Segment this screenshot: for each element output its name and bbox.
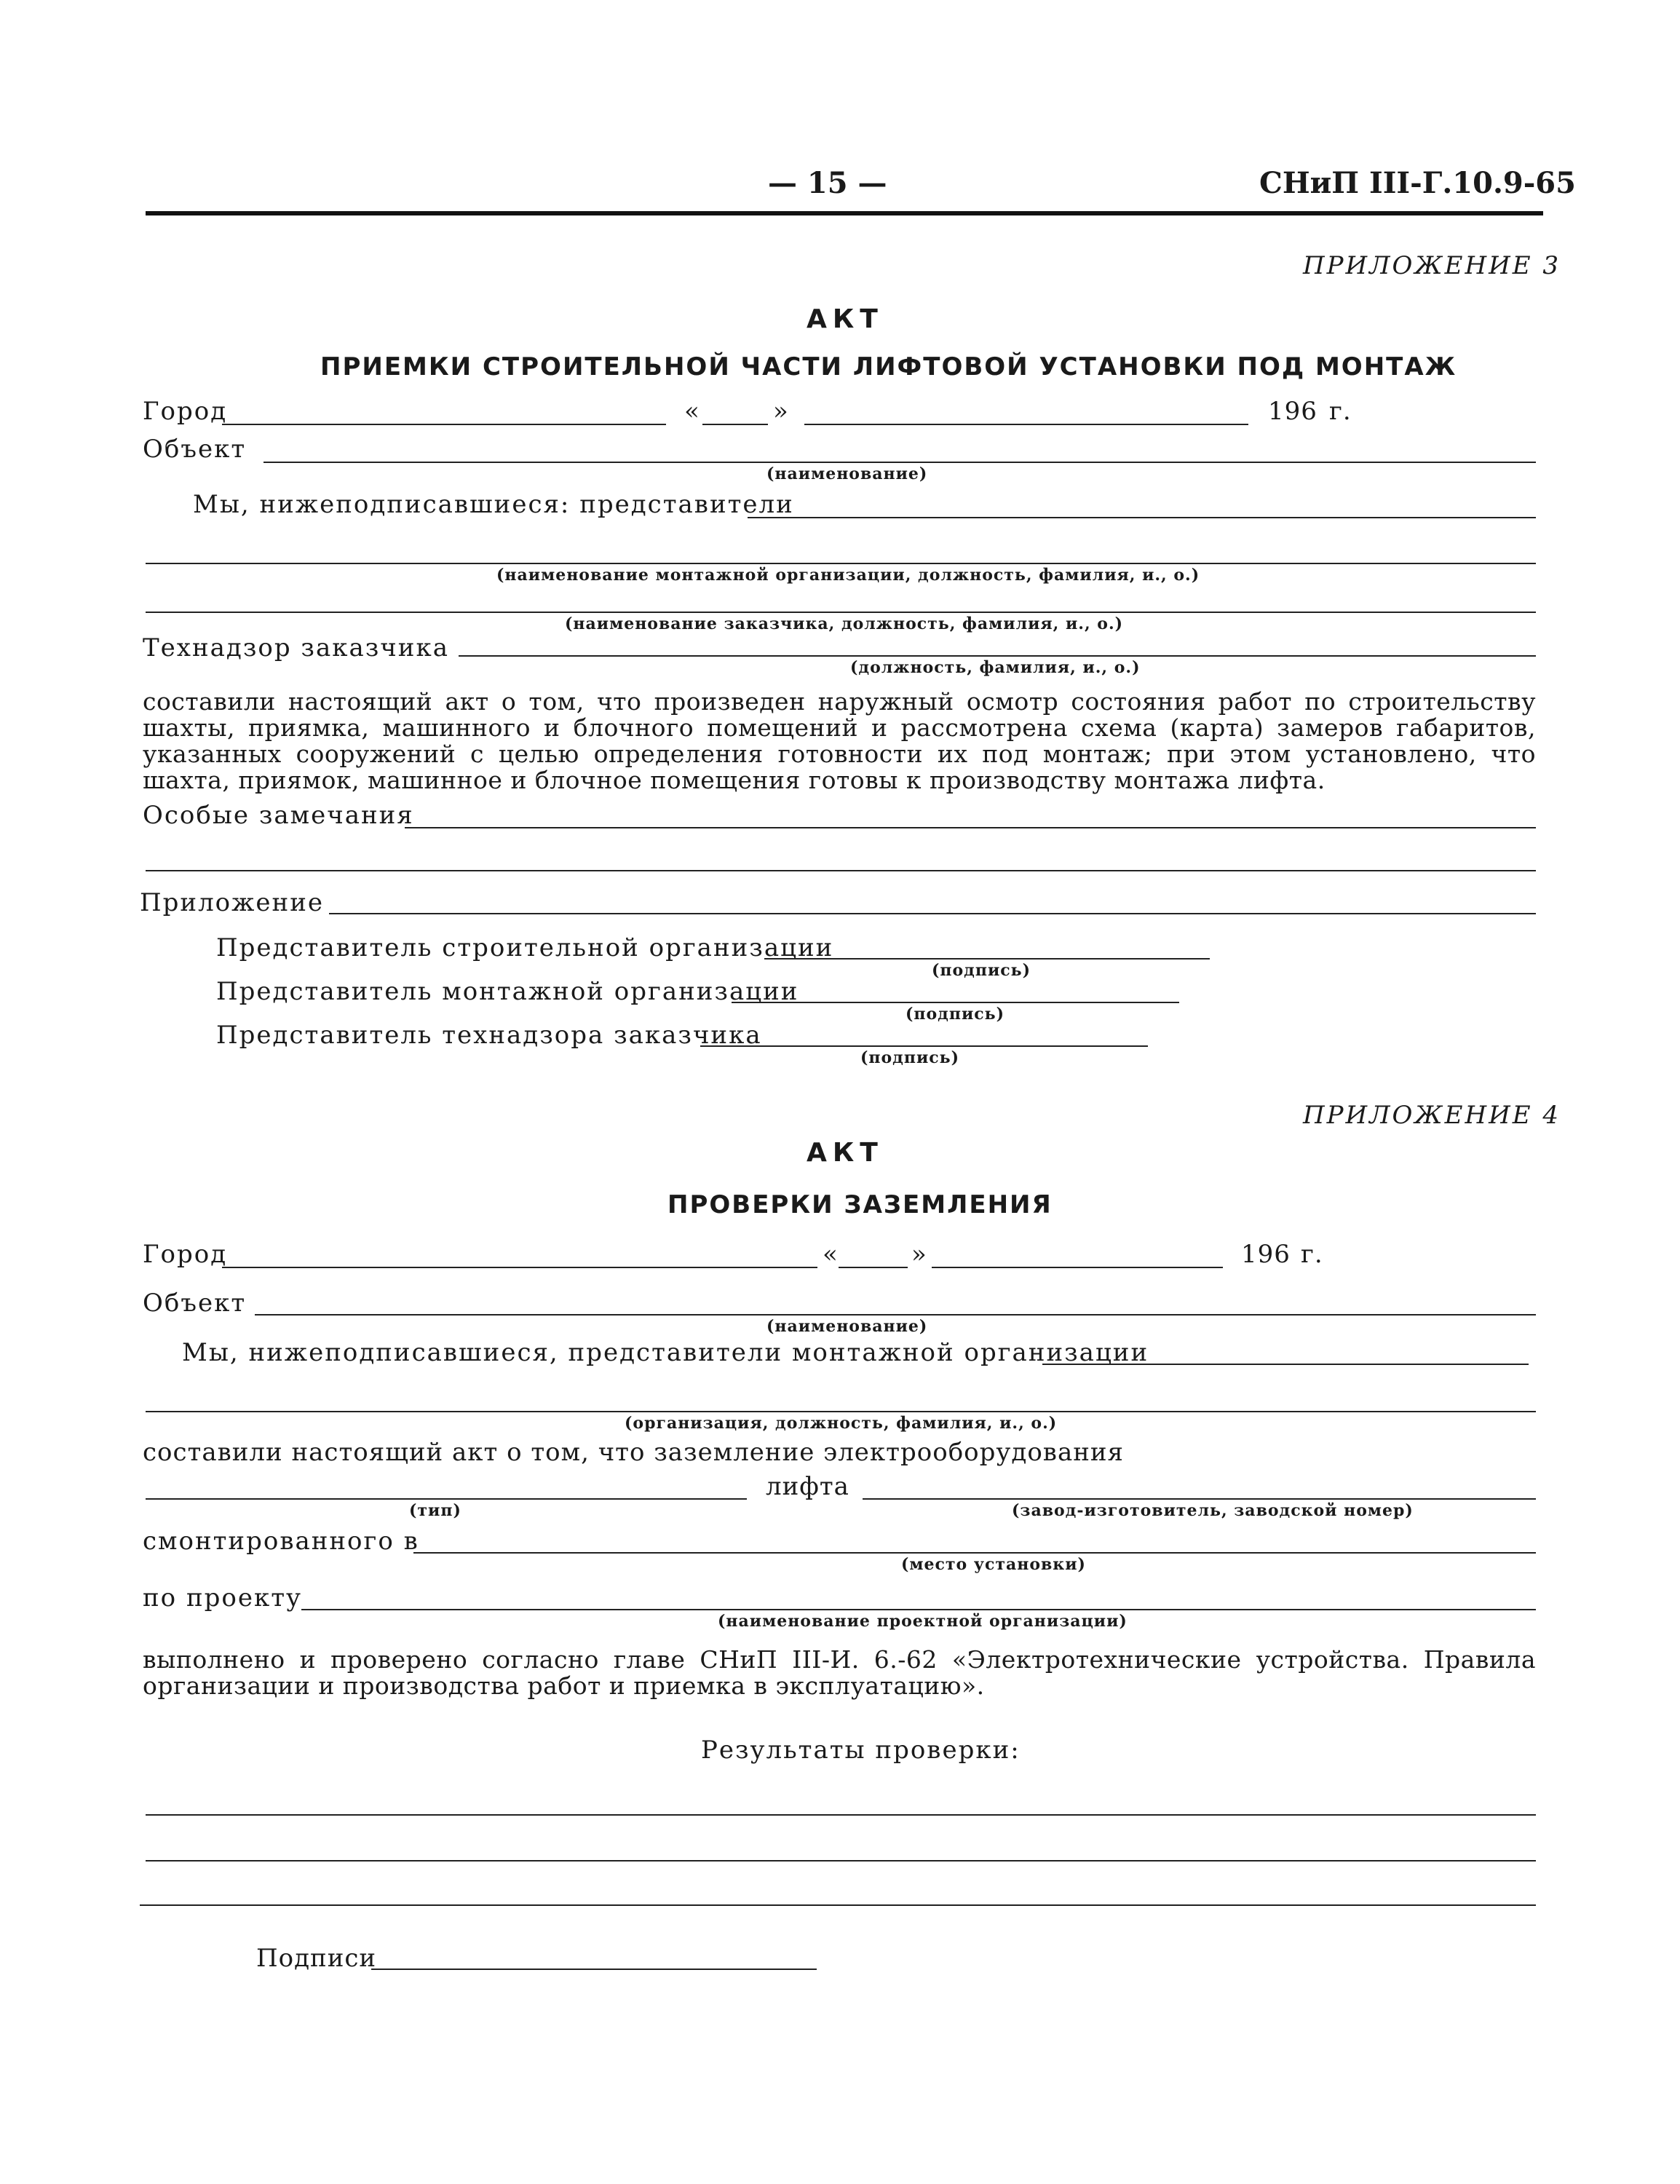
document-code: СНиП III-Г.10.9-65: [1259, 166, 1576, 200]
undersigned-label-4: Мы, нижеподписавшиеся, представители монтажной организации: [182, 1338, 1149, 1367]
rep-tech-signature-field[interactable]: [700, 1045, 1148, 1047]
date-quote-close: »: [773, 397, 789, 426]
appendix-3-akt-heading: АКТ: [807, 304, 884, 334]
rep-mount-signature-field[interactable]: [732, 1002, 1179, 1003]
signatures-label-4: Подписи: [256, 1944, 377, 1973]
remarks-label: Особые замечания: [143, 801, 414, 830]
page-number: — 15 —: [768, 166, 887, 200]
place-caption-4: (место установки): [901, 1555, 1086, 1574]
tech-supervision-field[interactable]: [459, 655, 1536, 657]
year-prefix: 196: [1268, 397, 1318, 426]
date-quote-open: «: [684, 397, 700, 426]
header-rule: [146, 211, 1543, 215]
month-field-4[interactable]: [932, 1267, 1223, 1268]
factory-caption-4: (завод-изготовитель, заводской номер): [1012, 1501, 1414, 1520]
appendix-3-body-text: составили настоящий акт о том, что произведен наружный осмотр состояния работ по строительству шахты, приямка, машинного и блочного помещений и рассмотрена схема (карта) замеров габаритов, указанных сооружений с целью определения готовности их под монтаж; при этом установлено, что шахта, приямок, машинное и блочное помещения готовы к производству монтажа лифта.: [143, 687, 1536, 794]
project-caption-4: (наименование проектной организации): [718, 1612, 1128, 1631]
rep-tech-label: Представитель технадзора заказчика: [216, 1021, 762, 1050]
city-field[interactable]: [222, 424, 666, 425]
tech-supervision-caption: (должность, фамилия, и., о.): [850, 658, 1141, 677]
project-field-4[interactable]: [301, 1609, 1536, 1610]
day-field[interactable]: [702, 424, 768, 425]
rep-mount-label: Представитель монтажной организации: [216, 977, 799, 1006]
factory-field-4[interactable]: [863, 1498, 1536, 1500]
type-caption-4: (тип): [409, 1501, 461, 1520]
object-caption-4: (наименование): [766, 1317, 928, 1336]
appendix-4-label: ПРИЛОЖЕНИЕ 4: [1303, 1101, 1561, 1130]
city-label-4: Город: [143, 1240, 228, 1269]
results-field-1[interactable]: [146, 1814, 1536, 1816]
object-field[interactable]: [264, 462, 1536, 463]
mount-org-field-4[interactable]: [1042, 1364, 1529, 1365]
results-label-4: Результаты проверки:: [701, 1736, 1021, 1765]
results-field-2[interactable]: [146, 1860, 1536, 1861]
year-suffix-4: г.: [1301, 1240, 1323, 1269]
customer-caption: (наименование заказчика, должность, фамилия, и., о.): [565, 614, 1124, 633]
project-label-4: по проекту: [143, 1583, 303, 1613]
appendix-4-body-text: выполнено и проверено согласно главе СНиП III-И. 6.-62 «Электротехнические устройства. Правила организации и производства работ и приемка в эксплуатацию».: [143, 1645, 1536, 1700]
results-field-3[interactable]: [140, 1904, 1536, 1906]
customer-field[interactable]: [146, 612, 1536, 613]
tech-supervision-label: Технадзор заказчика: [143, 633, 449, 662]
rep-tech-signature-caption: (подпись): [860, 1048, 960, 1067]
mount-org-caption: (наименование монтажной организации, должность, фамилия, и., о.): [496, 566, 1200, 585]
appendix-4-akt-heading: АКТ: [807, 1138, 884, 1168]
date-quote-open-4: «: [823, 1240, 839, 1269]
composed-text-4: составили настоящий акт о том, что заземление электрооборудования: [143, 1438, 1124, 1467]
attachment-label: Приложение: [140, 888, 324, 917]
mount-org-field[interactable]: [146, 563, 1536, 564]
attachment-field[interactable]: [329, 913, 1536, 914]
rep-build-label: Представитель строительной организации: [216, 933, 834, 962]
appendix-4-title: ПРОВЕРКИ ЗАЗЕМЛЕНИЯ: [667, 1190, 1053, 1219]
appendix-3-label: ПРИЛОЖЕНИЕ 3: [1303, 251, 1561, 280]
appendix-3-title: ПРИЕМКИ СТРОИТЕЛЬНОЙ ЧАСТИ ЛИФТОВОЙ УСТАНОВКИ ПОД МОНТАЖ: [320, 352, 1457, 381]
object-field-4[interactable]: [255, 1314, 1536, 1315]
representatives-field[interactable]: [748, 517, 1536, 518]
rep-build-signature-field[interactable]: [764, 958, 1210, 960]
city-label: Город: [143, 397, 228, 426]
place-field-4[interactable]: [413, 1552, 1536, 1554]
day-field-4[interactable]: [839, 1267, 908, 1268]
type-field-4[interactable]: [146, 1498, 747, 1500]
signatures-field-4[interactable]: [371, 1969, 817, 1970]
lift-label-4: лифта: [766, 1472, 849, 1501]
rep-build-signature-caption: (подпись): [932, 961, 1031, 980]
undersigned-label: Мы, нижеподписавшиеся: представители: [193, 490, 794, 519]
remarks-field-1[interactable]: [405, 827, 1536, 828]
date-quote-close-4: »: [911, 1240, 927, 1269]
year-suffix: г.: [1329, 397, 1352, 426]
rep-mount-signature-caption: (подпись): [906, 1005, 1005, 1024]
object-label-4: Объект: [143, 1289, 247, 1318]
object-caption: (наименование): [766, 464, 928, 483]
org-caption-4: (организация, должность, фамилия, и., о.): [625, 1414, 1058, 1433]
object-label: Объект: [143, 435, 247, 464]
month-field[interactable]: [804, 424, 1248, 425]
mounted-label-4: смонтированного в: [143, 1527, 419, 1556]
org-field-4[interactable]: [146, 1411, 1536, 1412]
city-field-4[interactable]: [222, 1267, 817, 1268]
remarks-field-2[interactable]: [146, 870, 1536, 871]
year-prefix-4: 196: [1241, 1240, 1291, 1269]
